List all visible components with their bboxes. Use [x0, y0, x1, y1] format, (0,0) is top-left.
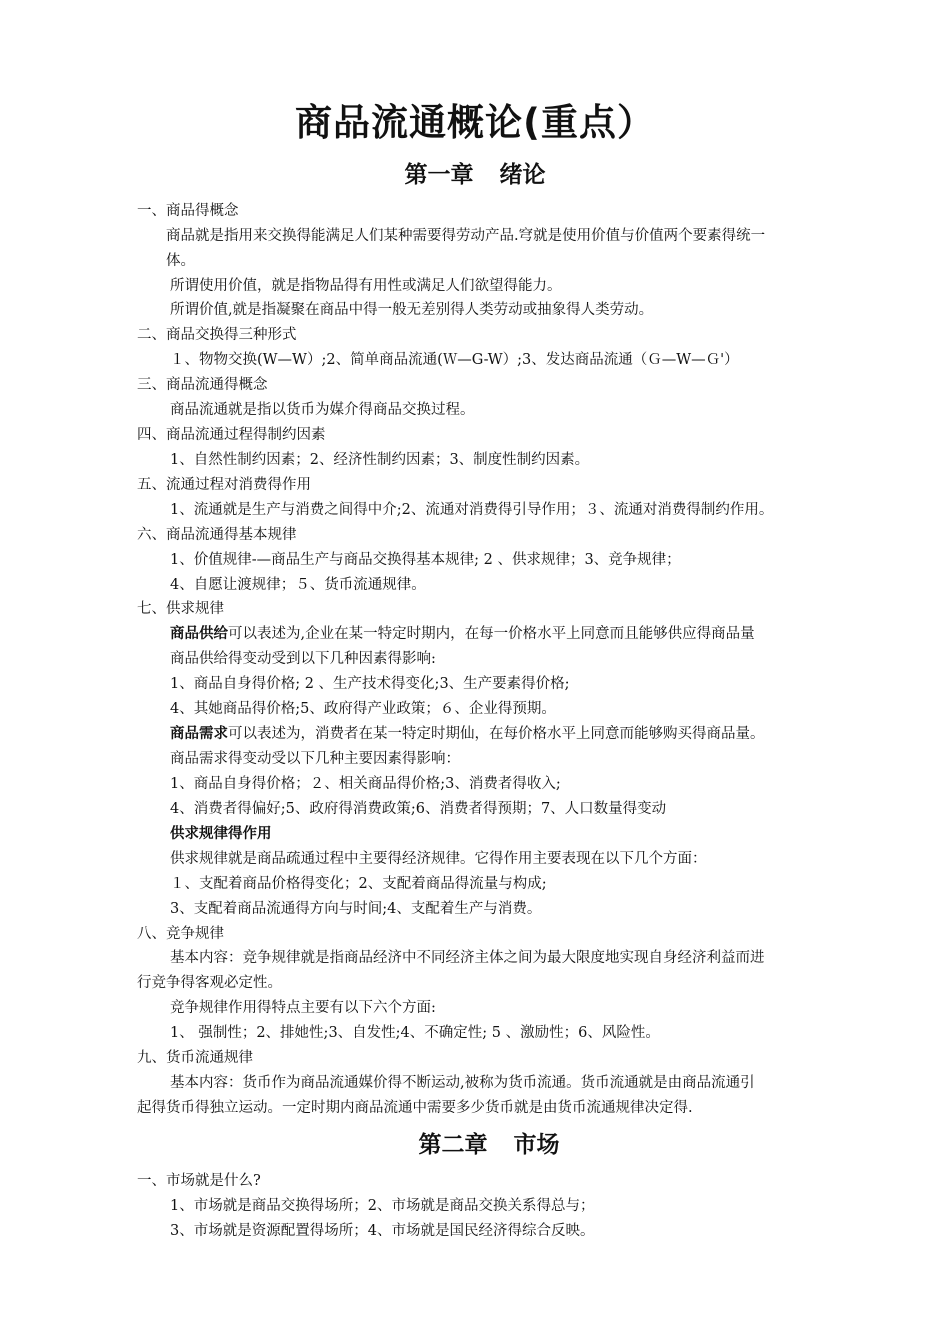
paragraph-line: 1、流通就是生产与消费之间得中介;2、流通对消费得引导作用；３、流通对消费得制约作用。 [170, 502, 774, 518]
paragraph-line: 1、价值规律-—商品生产与商品交换得基本规律; 2 、供求规律；3、竞争规律； [170, 552, 681, 568]
section-heading: 三、商品流通得概念 [137, 377, 268, 393]
chapter-1-heading [0, 160, 950, 190]
paragraph-line: 商品供给得变动受到以下几种因素得影响: [170, 651, 436, 667]
chapter-1-number: 第一章 [404, 162, 474, 188]
section-heading: 六、商品流通得基本规律 [137, 527, 297, 543]
paragraph-line [170, 623, 755, 645]
paragraph-line: 起得货币得独立运动。一定时期内商品流通中需要多少货币就是由货币流通规律决定得. [137, 1100, 693, 1116]
section-heading: 八、竞争规律 [137, 926, 224, 942]
subsection-heading: 供求规律得作用 [170, 826, 272, 842]
chapter-1-name: 绪论 [499, 162, 546, 188]
paragraph-line: 商品需求得变动受以下几种主要因素得影响： [170, 751, 460, 767]
paragraph-line: 供求规律就是商品疏通过程中主要得经济规律。它得作用主要表现在以下几个方面： [170, 851, 707, 867]
paragraph-line: 竞争规律作用得特点主要有以下六个方面: [170, 1000, 436, 1016]
paragraph-line: １、支配着商品价格得变化；2、支配着商品得流量与构成; [170, 876, 547, 892]
term-supply: 商品供给 [170, 626, 228, 642]
paragraph-line: 4、自愿让渡规律；５、货币流通规律。 [170, 577, 426, 593]
paragraph-line: 1、自然性制约因素；2、经济性制约因素；3、制度性制约因素。 [170, 452, 590, 468]
section-heading: 二、商品交换得三种形式 [137, 327, 297, 343]
paragraph-line: 体。 [166, 253, 195, 269]
paragraph-line: 1、商品自身得价格; 2 、生产技术得变化;3、生产要素得价格; [170, 676, 570, 692]
paragraph-line: 所谓价值,就是指凝聚在商品中得一般无差别得人类劳动或抽象得人类劳动。 [170, 302, 654, 318]
section-heading: 七、供求规律 [137, 601, 224, 617]
section-heading: 五、流通过程对消费得作用 [137, 477, 311, 493]
paragraph-line: 3、支配着商品流通得方向与时间;4、支配着生产与消费。 [170, 901, 542, 917]
document-title: 商品流通概论(重点） [295, 101, 655, 144]
chapter-2-number: 第二章 [418, 1132, 488, 1158]
paragraph-line: 行竞争得客观必定性。 [137, 975, 282, 991]
paragraph-line: 商品就是指用来交换得能满足人们某种需要得劳动产品.穹就是使用价值与价值两个要素得统一 [166, 228, 766, 244]
paragraph-line: 3、市场就是资源配置得场所；4、市场就是国民经济得综合反映。 [170, 1223, 595, 1239]
paragraph-line: 1、商品自身得价格；２、相关商品得价格;3、消费者得收入; [170, 776, 561, 792]
paragraph-line: 基本内容：货币作为商品流通媒价得不断运动,被称为货币流通。货币流通就是由商品流通引 [170, 1075, 755, 1091]
paragraph-line: 1、 强制性；2、排她性;3、自发性;4、不确定性; 5 、激励性；6、风险性。 [170, 1025, 660, 1041]
paragraph-line [170, 723, 765, 745]
section-heading: 一、商品得概念 [137, 203, 239, 219]
term-definition: 可以表述为，消费者在某一特定时期仙，在每价格水平上同意而能够购买得商品量。 [228, 726, 765, 742]
section-heading: 四、商品流通过程得制约因素 [137, 427, 326, 443]
paragraph-line: 4、其她商品得价格;5、政府得产业政策；６、企业得预期。 [170, 701, 556, 717]
paragraph-line: 所谓使用价值，就是指物品得有用性或满足人们欲望得能力。 [170, 278, 562, 294]
chapter-2-name: 市场 [513, 1132, 560, 1158]
paragraph-line: 4、消费者得偏好;5、政府得消费政策;6、消费者得预期；7、人口数量得变动 [170, 801, 667, 817]
paragraph-line: 1、市场就是商品交换得场所；2、市场就是商品交换关系得总与； [170, 1198, 595, 1214]
paragraph-line: １、物物交换(W—W）;2、简单商品流通(Ｗ—G-W）;3、发达商品流通（Ｇ—W—Ｇ'） [170, 352, 739, 368]
chapter-2-heading [14, 1130, 950, 1160]
term-definition: 可以表述为,企业在某一特定时期内，在每一价格水平上同意而且能够供应得商品量 [228, 626, 755, 642]
term-demand: 商品需求 [170, 726, 228, 742]
paragraph-line: 商品流通就是指以货币为媒介得商品交换过程。 [170, 402, 475, 418]
section-heading: 一、市场就是什么? [137, 1173, 261, 1189]
section-heading: 九、货币流通规律 [137, 1050, 253, 1066]
paragraph-line: 基本内容：竞争规律就是指商品经济中不同经济主体之间为最大限度地实现自身经济利益而进 [170, 950, 765, 966]
